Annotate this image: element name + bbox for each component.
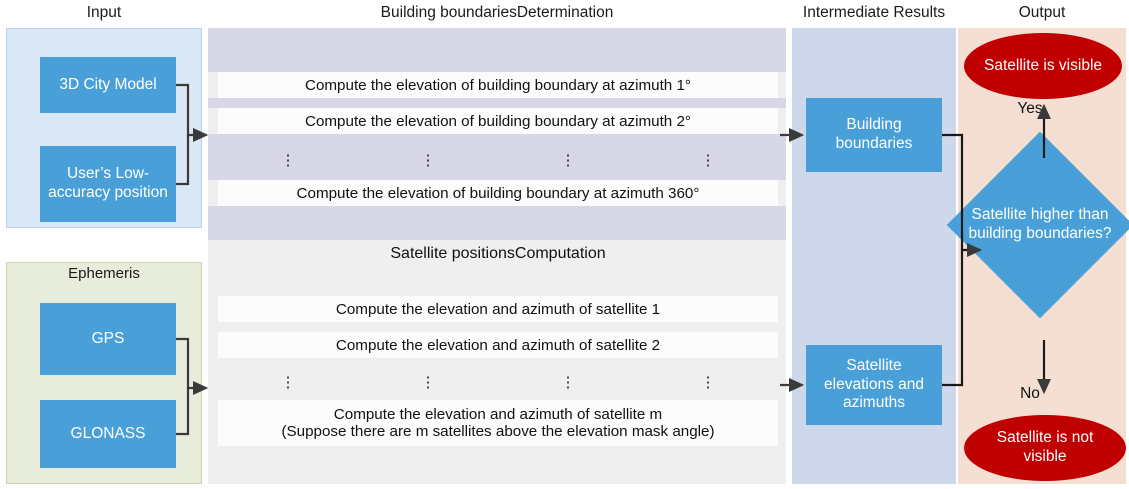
satellite-count-note: (Suppose there are m satellites above the elevation mask angle) [281,423,715,440]
process-row-satellite-1 [218,296,778,322]
band-top [208,28,786,72]
building-column-header: Building boundariesDetermination [380,4,614,21]
node-satellite-not-visible-label: Satellite is not visible [996,429,1094,465]
node-user-position-label: User’s Low-accuracy position [48,165,168,201]
node-satellite-visible[interactable] [964,33,1122,99]
band-bottom [208,206,786,240]
vdots-8: ⋮ [700,373,716,391]
satellite-section-title: Satellite positionsComputation [390,245,606,262]
vdots-4: ⋮ [700,151,716,169]
ephemeris-column-header: Ephemeris [68,265,140,282]
process-row-satellite-1-label: Compute the elevation and azimuth of satellite 1 [335,300,661,318]
node-3d-city-model-label: 3D City Model [59,75,157,93]
process-row-azimuth-2 [218,108,778,134]
process-row-azimuth-360-label: Compute the elevation of building boundary at azimuth 360° [296,184,700,202]
process-row-satellite-m [218,400,778,446]
vdots-7: ⋮ [560,373,576,391]
output-column-header: Output [1018,4,1066,21]
node-satellite-elevations-label: Satellite elevations and azimuths [824,357,924,412]
node-glonass[interactable] [40,400,176,468]
node-gps-label: GPS [91,329,125,347]
intermediate-column-header: Intermediate Results [802,4,946,21]
process-row-azimuth-1-label: Compute the elevation of building boundary at azimuth 1° [304,76,691,94]
node-building-boundaries-label: Building boundaries [835,116,913,152]
edge-label-yes: Yes [1017,100,1043,117]
vdots-5: ⋮ [280,373,296,391]
node-gps[interactable] [40,303,176,375]
process-row-azimuth-2-label: Compute the elevation of building boundary at azimuth 2° [304,112,691,130]
node-satellite-visible-label: Satellite is visible [983,56,1103,74]
node-decision[interactable] [952,155,1129,345]
ellipsis-row-satellite [218,368,778,398]
edge-label-no: No [1020,385,1040,402]
vdots-6: ⋮ [420,373,436,391]
process-row-satellite-m-label: Compute the elevation and azimuth of satellite m [333,405,663,423]
node-building-boundaries[interactable] [806,98,942,172]
node-glonass-label: GLONASS [70,424,146,442]
process-row-azimuth-1 [218,72,778,98]
ellipsis-row-building [218,146,778,176]
node-satellite-not-visible[interactable] [964,415,1126,481]
input-column-header: Input [86,4,122,21]
vdots-2: ⋮ [420,151,436,169]
node-3d-city-model[interactable] [40,57,176,113]
node-user-position[interactable] [40,146,176,222]
process-row-satellite-2 [218,332,778,358]
process-row-azimuth-360 [218,180,778,206]
node-satellite-elevations[interactable] [806,345,942,425]
node-decision-label: Satellite higher than building boundaries? [968,206,1112,242]
band-2 [208,134,786,144]
vdots-1: ⋮ [280,151,296,169]
process-row-satellite-2-label: Compute the elevation and azimuth of satellite 2 [335,336,661,354]
vdots-3: ⋮ [560,151,576,169]
band-1 [208,98,786,108]
